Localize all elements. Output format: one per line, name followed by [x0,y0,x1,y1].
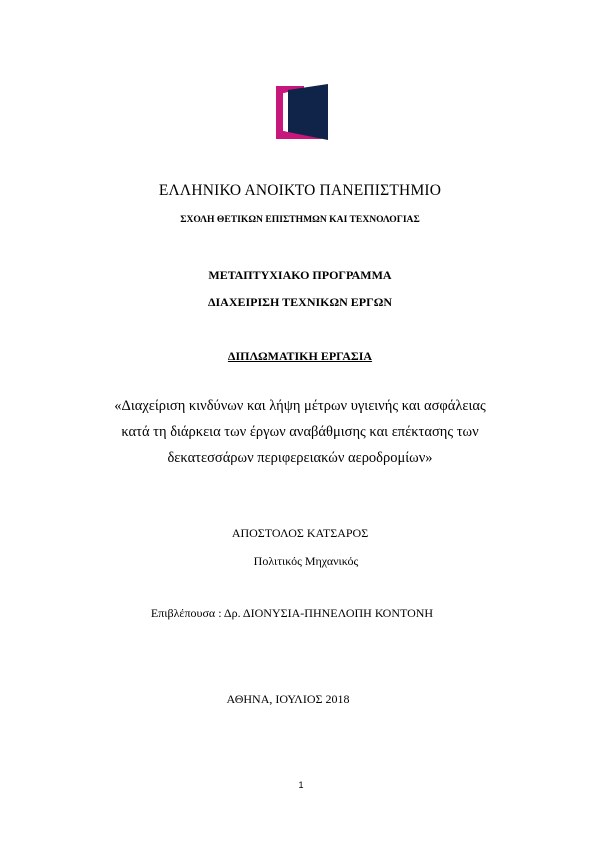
thesis-title-line: κατά τη διάρκεια των έργων αναβάθμισης και επέκτασης των [121,424,479,440]
supervisor: Επιβλέπουσα : Δρ. ΔΙΟΝΥΣΙΑ-ΠΗΝΕΛΟΠΗ ΚΟΝΤΟΝΗ [150,606,434,620]
author-name: ΑΠΟΣΤΟΛΟΣ ΚΑΤΣΑΡΟΣ [231,526,369,540]
logo-navy-sheet [288,84,328,140]
thesis-label: ΔΙΠΛΩΜΑΤΙΚΗ ΕΡΓΑΣΙΑ [227,349,373,363]
place-date: ΑΘΗΝΑ, ΙΟΥΛΙΟΣ 2018 [226,692,350,706]
program-name: ΔΙΑΧΕΙΡΙΣΗ ΤΕΧΝΙΚΩΝ ΕΡΓΩΝ [207,295,393,309]
thesis-title-line: «Διαχείριση κινδύνων και λήψη μέτρων υγιεινής και ασφάλειας [114,398,486,414]
page-number: 1 [298,780,304,790]
thesis-title-line: δεκατεσσάρων περιφερειακών αεροδρομίων» [167,450,433,466]
university-logo [274,84,330,140]
logo-white-gap [284,92,288,132]
program-label: ΜΕΤΑΠΤΥΧΙΑΚΟ ΠΡΟΓΡΑΜΜΑ [208,268,392,282]
author-profession: Πολιτικός Μηχανικός [253,554,359,568]
university-name: ΕΛΛΗΝΙΚΟ ΑΝΟΙΚΤΟ ΠΑΝΕΠΙΣΤΗΜΙΟ [158,182,442,199]
school-name: ΣΧΟΛΗ ΘΕΤΙΚΩΝ ΕΠΙΣΤΗΜΩΝ ΚΑΙ ΤΕΧΝΟΛΟΓΙΑΣ [180,214,420,225]
